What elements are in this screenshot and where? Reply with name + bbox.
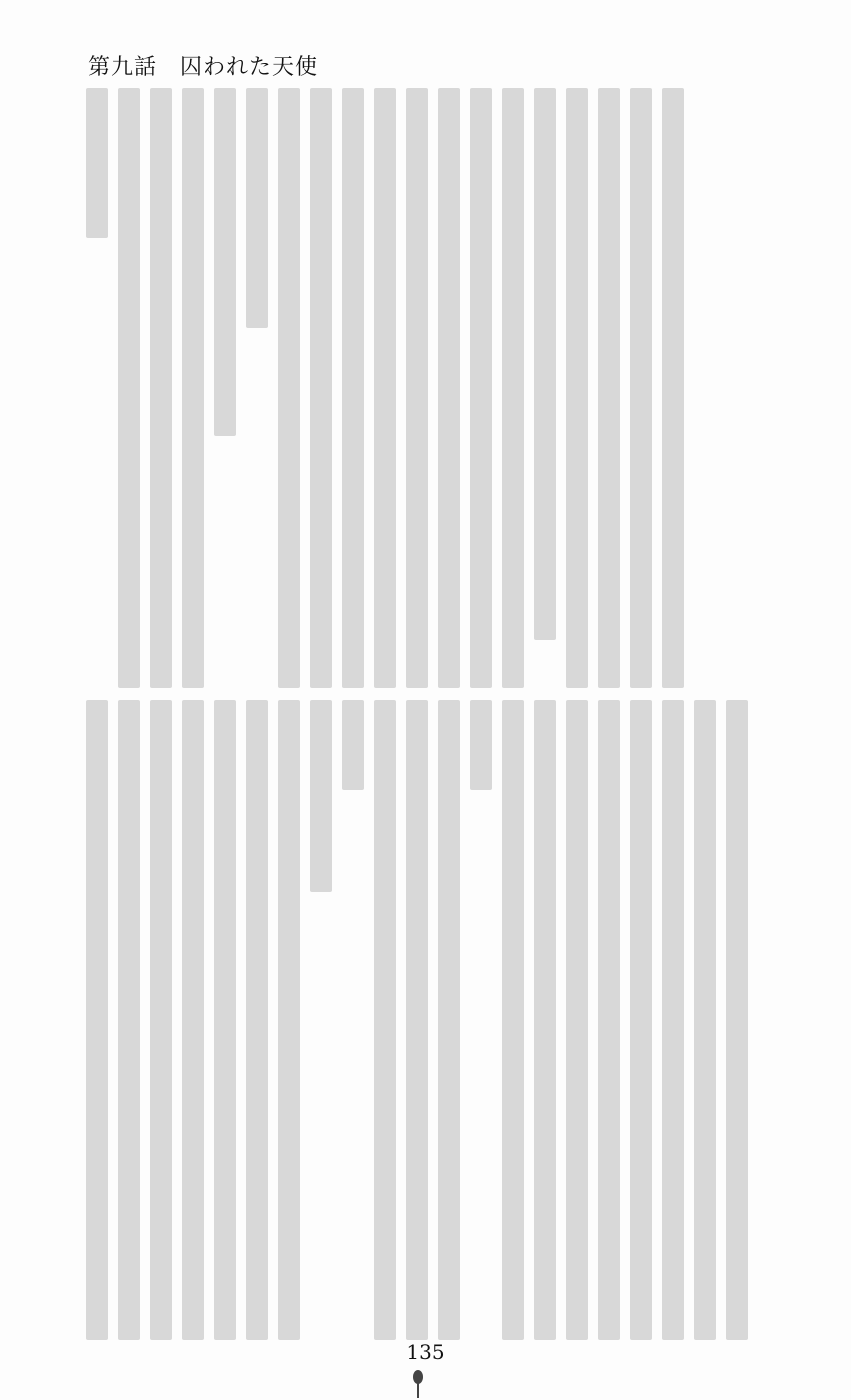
body-text-upper-block [86, 88, 684, 688]
body-text-lower-block [86, 700, 748, 1340]
text-column [278, 88, 300, 688]
text-column [374, 700, 396, 1340]
text-column [310, 88, 332, 688]
text-column [502, 700, 524, 1340]
text-column [278, 700, 300, 1340]
text-column [182, 700, 204, 1340]
text-column [598, 700, 620, 1340]
text-column [438, 88, 460, 688]
text-column [630, 88, 652, 688]
text-column [246, 700, 268, 1340]
text-column [566, 700, 588, 1340]
text-column [86, 88, 108, 238]
text-column [630, 700, 652, 1340]
text-column [182, 88, 204, 688]
text-column [150, 88, 172, 688]
text-column [470, 700, 492, 790]
text-column [310, 700, 332, 892]
chapter-header: 第九話 囚われた天使 [88, 55, 319, 80]
text-column [470, 88, 492, 688]
text-column [726, 700, 748, 1340]
text-column [694, 700, 716, 1340]
text-column [374, 88, 396, 688]
text-column [118, 88, 140, 688]
text-column [342, 700, 364, 790]
page-number: 135 [406, 1340, 445, 1364]
text-column [502, 88, 524, 688]
text-column [118, 700, 140, 1340]
text-column [438, 700, 460, 1340]
text-column [214, 88, 236, 436]
text-column [342, 88, 364, 688]
text-column [534, 700, 556, 1340]
text-column [406, 88, 428, 688]
text-column [406, 700, 428, 1340]
text-column [246, 88, 268, 328]
text-column [150, 700, 172, 1340]
text-column [662, 700, 684, 1340]
text-column [214, 700, 236, 1340]
text-column [662, 88, 684, 688]
text-column [598, 88, 620, 688]
ornament-line [417, 1382, 419, 1398]
text-column [566, 88, 588, 688]
text-column [534, 88, 556, 640]
text-column [86, 700, 108, 1340]
